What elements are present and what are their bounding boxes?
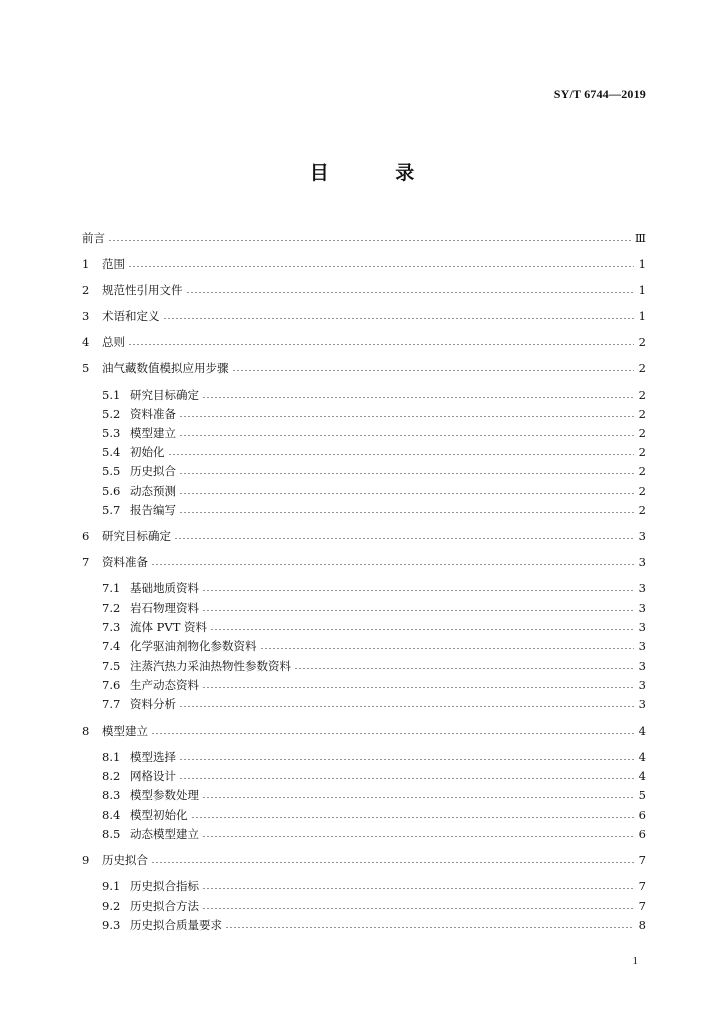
- toc-entry-number: 5.1: [102, 388, 121, 402]
- toc-dot-leader: [202, 687, 634, 688]
- toc-entry-label: 流体 PVT 资料: [130, 620, 208, 634]
- toc-entry-page: 7: [638, 853, 646, 867]
- toc-entry-label: 历史拟合: [102, 853, 148, 867]
- toc-entry-label: 生产动态资料: [130, 678, 199, 692]
- toc-entry-number: 5: [82, 361, 90, 375]
- toc-dot-leader: [186, 292, 635, 293]
- toc-dot-leader: [294, 668, 634, 669]
- toc-dot-leader: [179, 493, 634, 494]
- toc-entry-label: 动态预测: [130, 484, 176, 498]
- toc-entry-number: 8: [82, 724, 90, 738]
- toc-entry[interactable]: [102, 480, 646, 498]
- toc-entry-label: 初始化: [130, 445, 165, 459]
- toc-entry-page: 7: [638, 899, 646, 913]
- toc-entry-label: 注蒸汽热力采油热物性参数资料: [130, 659, 291, 673]
- toc-entry-number: 5.5: [102, 464, 121, 478]
- toc-entry[interactable]: [102, 597, 646, 615]
- toc-dot-leader: [168, 454, 635, 455]
- toc-entry-page: 8: [638, 918, 646, 932]
- toc-entry-number: 7.6: [102, 678, 121, 692]
- toc-entry[interactable]: [102, 499, 646, 517]
- toc-entry-label: 规范性引用文件: [102, 283, 183, 297]
- toc-entry[interactable]: [102, 674, 646, 692]
- toc-dot-leader: [128, 266, 634, 267]
- toc-entry-label: 历史拟合: [130, 464, 176, 478]
- toc-entry[interactable]: [102, 746, 646, 764]
- toc-entry-page: 2: [638, 407, 646, 421]
- toc-entry-label: 总则: [102, 335, 125, 349]
- toc-entry-label: 油气藏数值模拟应用步骤: [102, 361, 229, 375]
- toc-entry-page: 3: [638, 601, 646, 615]
- toc-entry-number: 5.7: [102, 503, 121, 517]
- toc-entry-number: 6: [82, 529, 90, 543]
- toc-entry-page: 2: [638, 484, 646, 498]
- toc-entry-label: 模型参数处理: [130, 788, 199, 802]
- toc-entry[interactable]: [102, 784, 646, 802]
- toc-dot-leader: [202, 610, 634, 611]
- toc-entry-number: 7.1: [102, 581, 121, 595]
- toc-dot-leader: [179, 778, 634, 779]
- toc-entry[interactable]: [102, 384, 646, 402]
- toc-entry[interactable]: [102, 895, 646, 913]
- toc-dot-leader: [202, 590, 634, 591]
- toc-entry-page: 1: [638, 309, 646, 323]
- toc-entry-number: 7.7: [102, 697, 121, 711]
- toc-entry-page: Ⅲ: [634, 231, 646, 245]
- toc-entry-page: 3: [638, 620, 646, 634]
- toc-entry-number: 2: [82, 283, 90, 297]
- toc-entry[interactable]: [82, 279, 646, 297]
- toc-entry-number: 9: [82, 853, 90, 867]
- toc-entry-number: 8.5: [102, 827, 121, 841]
- standard-code: SY/T 6744—2019: [553, 87, 646, 101]
- toc-dot-leader: [210, 629, 634, 630]
- toc-entry-page: 3: [638, 529, 646, 543]
- toc-dot-leader: [260, 648, 635, 649]
- toc-entry-label: 模型建立: [102, 724, 148, 738]
- toc-entry[interactable]: [82, 331, 646, 349]
- toc-entry-page: 7: [638, 879, 646, 893]
- toc-entry-page: 3: [638, 678, 646, 692]
- toc-entry-page: 1: [638, 257, 646, 271]
- toc-entry-label: 动态模型建立: [130, 827, 199, 841]
- toc-entry-page: 2: [638, 464, 646, 478]
- toc-entry-label: 研究目标确定: [102, 529, 171, 543]
- toc-entry-label: 范围: [102, 257, 125, 271]
- toc-entry-label: 网格设计: [130, 769, 176, 783]
- toc-entry[interactable]: [102, 655, 646, 673]
- toc-entry[interactable]: [82, 551, 646, 569]
- toc-dot-leader: [174, 538, 634, 539]
- toc-entry-page: 2: [638, 445, 646, 459]
- toc-entry-number: 9.2: [102, 899, 121, 913]
- toc-entry-label: 化学驱油剂物化参数资料: [130, 639, 257, 653]
- toc-entry-number: 5.2: [102, 407, 121, 421]
- toc-entry[interactable]: [102, 875, 646, 893]
- toc-entry-page: 3: [638, 581, 646, 595]
- toc-entry[interactable]: [102, 765, 646, 783]
- toc-entry-number: 9.1: [102, 879, 121, 893]
- toc-entry-number: 1: [82, 257, 90, 271]
- toc-dot-leader: [202, 888, 634, 889]
- toc-entry[interactable]: [82, 849, 646, 867]
- toc-entry-number: 5.6: [102, 484, 121, 498]
- toc-entry-page: 3: [638, 659, 646, 673]
- toc-entry-number: 7: [82, 555, 90, 569]
- toc-entry-label: 模型选择: [130, 750, 176, 764]
- toc-entry[interactable]: [102, 403, 646, 421]
- toc-dot-leader: [202, 397, 634, 398]
- toc-entry-page: 2: [638, 335, 646, 349]
- toc-entry-number: 8.1: [102, 750, 121, 764]
- toc-entry[interactable]: [102, 422, 646, 440]
- toc-entry[interactable]: [82, 305, 646, 323]
- toc-entry-page: 4: [638, 750, 646, 764]
- toc-entry-label: 资料准备: [130, 407, 176, 421]
- toc-entry-page: 2: [638, 388, 646, 402]
- toc-entry-number: 7.4: [102, 639, 121, 653]
- toc-dot-leader: [151, 564, 634, 565]
- toc-entry-label: 历史拟合指标: [130, 879, 199, 893]
- toc-entry-page: 2: [638, 503, 646, 517]
- toc-entry[interactable]: [82, 525, 646, 543]
- toc-entry-number: 8.3: [102, 788, 121, 802]
- toc-entry-page: 3: [638, 697, 646, 711]
- toc-dot-leader: [179, 416, 634, 417]
- toc-dot-leader: [151, 733, 634, 734]
- toc-entry-number: 8.4: [102, 808, 121, 822]
- toc-dot-leader: [202, 908, 634, 909]
- toc-dot-leader: [179, 759, 634, 760]
- toc-entry-label: 术语和定义: [102, 309, 160, 323]
- toc-entry-number: 3: [82, 309, 90, 323]
- toc-entry[interactable]: [102, 460, 646, 478]
- toc-dot-leader: [202, 836, 634, 837]
- toc-entry-number: 5.4: [102, 445, 121, 459]
- toc-entry[interactable]: [102, 914, 646, 932]
- toc-entry[interactable]: [102, 577, 646, 595]
- toc-dot-leader: [163, 318, 635, 319]
- toc-dot-leader: [179, 473, 634, 474]
- toc-entry-label: 模型初始化: [130, 808, 188, 822]
- toc-dot-leader: [179, 512, 634, 513]
- toc-entry-page: 1: [638, 283, 646, 297]
- toc-entry-number: 4: [82, 335, 90, 349]
- toc-entry[interactable]: [102, 441, 646, 459]
- toc-dot-leader: [151, 862, 634, 863]
- toc-entry-label: 基础地质资料: [130, 581, 199, 595]
- toc-dot-leader: [202, 797, 634, 798]
- toc-entry-label: 模型建立: [130, 426, 176, 440]
- toc-entry[interactable]: [102, 823, 646, 841]
- toc-dot-leader: [232, 370, 635, 371]
- toc-entry[interactable]: [82, 720, 646, 738]
- toc-entry-page: 2: [638, 361, 646, 375]
- toc-dot-leader: [191, 817, 635, 818]
- toc-entry-label: 前言: [82, 231, 105, 245]
- toc-entry-label: 资料分析: [130, 697, 176, 711]
- toc-entry[interactable]: [102, 693, 646, 711]
- toc-entry-label: 研究目标确定: [130, 388, 199, 402]
- toc-entry-label: 历史拟合方法: [130, 899, 199, 913]
- toc-entry-number: 9.3: [102, 918, 121, 932]
- toc-entry-label: 报告编写: [130, 503, 176, 517]
- toc-entry[interactable]: [102, 616, 646, 634]
- page-number: 1: [632, 955, 638, 967]
- toc-entry[interactable]: [102, 804, 646, 822]
- toc-entry-number: 8.2: [102, 769, 121, 783]
- toc-entry-page: 3: [638, 555, 646, 569]
- toc-entry-page: 2: [638, 426, 646, 440]
- toc-entry-page: 4: [638, 724, 646, 738]
- toc-entry-page: 3: [638, 639, 646, 653]
- toc-entry-number: 7.5: [102, 659, 121, 673]
- toc-entry[interactable]: [82, 227, 646, 245]
- toc-entry-label: 岩石物理资料: [130, 601, 199, 615]
- toc-dot-leader: [179, 435, 634, 436]
- toc-entry-number: 5.3: [102, 426, 121, 440]
- toc-entry[interactable]: [82, 253, 646, 271]
- toc-entry-page: 6: [638, 827, 646, 841]
- toc-entry-page: 5: [638, 788, 646, 802]
- toc-entry-number: 7.2: [102, 601, 121, 615]
- toc-entry[interactable]: [82, 357, 646, 375]
- toc-dot-leader: [128, 344, 634, 345]
- toc-entry-label: 资料准备: [102, 555, 148, 569]
- toc-title: 目 录: [309, 162, 445, 184]
- toc-entry-page: 4: [638, 769, 646, 783]
- toc-dot-leader: [108, 240, 631, 241]
- toc-entry[interactable]: [102, 635, 646, 653]
- toc-dot-leader: [225, 927, 634, 928]
- toc-entry-label: 历史拟合质量要求: [130, 918, 222, 932]
- toc-entry-page: 6: [638, 808, 646, 822]
- toc-entry-number: 7.3: [102, 620, 121, 634]
- toc-dot-leader: [179, 706, 634, 707]
